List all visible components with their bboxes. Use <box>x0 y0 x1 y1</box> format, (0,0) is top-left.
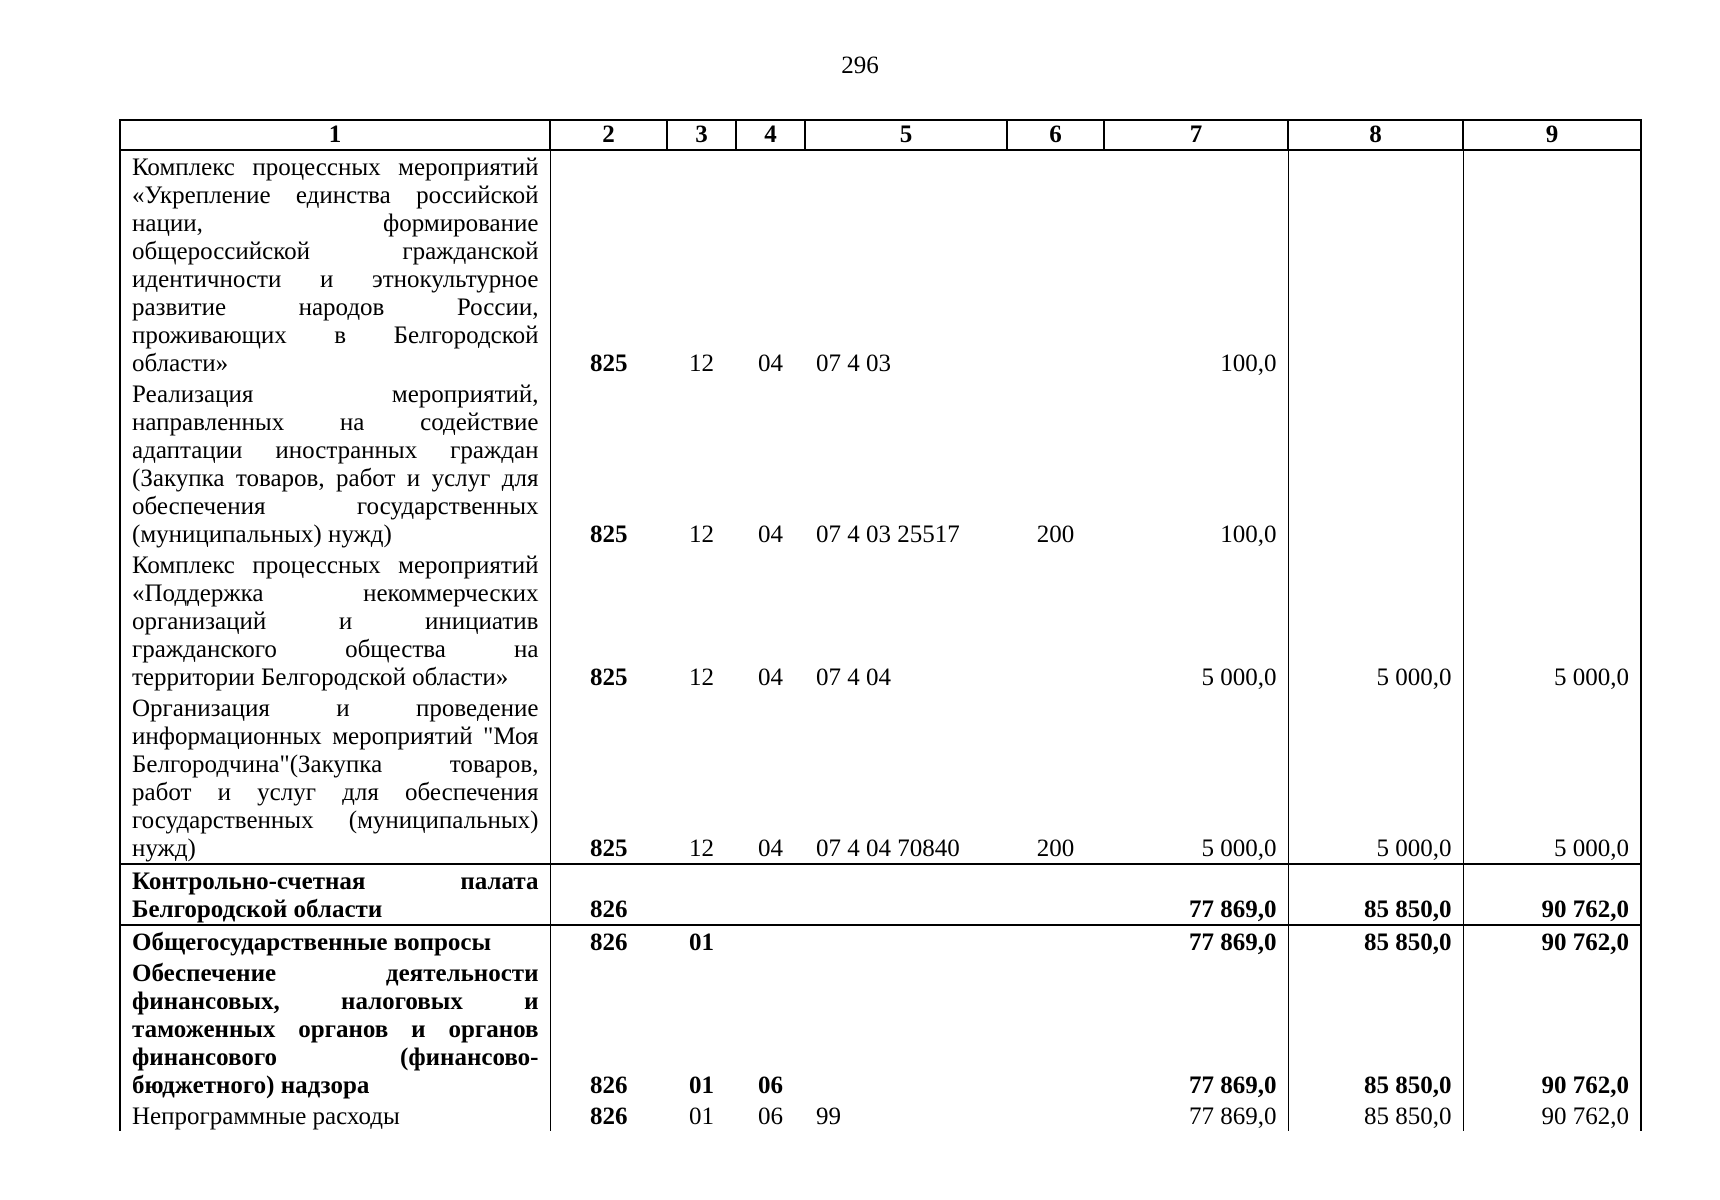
cell-col-9 <box>1463 150 1641 378</box>
cell-col-2: 826 <box>550 864 667 925</box>
cell-col-8: 85 850,0 <box>1288 957 1463 1100</box>
cell-col-7: 100,0 <box>1104 150 1288 378</box>
cell-col-9: 90 762,0 <box>1463 1100 1641 1131</box>
cell-col-6 <box>1007 549 1104 692</box>
cell-col-9: 90 762,0 <box>1463 925 1641 957</box>
cell-col-7: 5 000,0 <box>1104 692 1288 864</box>
cell-col-2: 826 <box>590 1103 628 1130</box>
cell-col-3: 01 <box>667 925 736 957</box>
cell-col-7: 77 869,0 <box>1104 1100 1288 1131</box>
cell-col-6: 200 <box>1036 835 1075 862</box>
cell-col-7: 77 869,0 <box>1104 864 1288 925</box>
cell-col-5: 07 4 04 <box>816 664 891 691</box>
table-row <box>120 957 1641 1100</box>
cell-col-5: 07 4 04 70840 <box>816 835 960 862</box>
cell-col-7: 77 869,0 <box>1104 925 1288 957</box>
row-name: Общегосударственные вопросы <box>120 925 550 957</box>
row-name: Реализация мероприятий, направленных на содействие адаптации иностранных граждан (Закупка товаров, работ и услуг для обеспечения государственных (муниципальных) нужд) <box>120 378 550 549</box>
table-row <box>120 549 1641 692</box>
cell-col-4: 04 <box>758 521 783 548</box>
row-name: Контрольно-счетная палата Белгородской области <box>120 864 550 925</box>
cell-col-9 <box>1463 378 1641 549</box>
cell-col-2: 825 <box>590 664 628 691</box>
header-col-1: 1 <box>120 120 550 150</box>
cell-col-8: 85 850,0 <box>1288 864 1463 925</box>
cell-col-5: 99 <box>816 1103 841 1130</box>
cell-col-6 <box>1007 1100 1104 1131</box>
table-row <box>120 1100 1641 1131</box>
table-row <box>120 378 1641 549</box>
cell-col-4: 06 <box>758 1103 783 1130</box>
table-row <box>120 864 1641 925</box>
row-name: Организация и проведение информационных мероприятий "Моя Белгородчина"(Закупка товаров, работ и услуг для обеспечения государственных (муниципальных) нужд) <box>120 692 550 864</box>
cell-col-3: 12 <box>689 521 714 548</box>
cell-col-6 <box>1007 957 1104 1100</box>
cell-col-9: 5 000,0 <box>1463 549 1641 692</box>
cell-col-8 <box>1288 150 1463 378</box>
budget-table <box>119 119 1642 1131</box>
cell-col-2: 826 <box>550 925 667 957</box>
cell-col-9: 5 000,0 <box>1463 692 1641 864</box>
cell-col-4: 04 <box>758 835 783 862</box>
row-name: Непрограммные расходы <box>120 1100 550 1131</box>
row-name: Обеспечение деятельности финансовых, налоговых и таможенных органов и органов финансового (финансово-бюджетного) надзора <box>120 957 550 1100</box>
cell-col-3: 01 <box>689 1072 714 1099</box>
cell-col-6 <box>1007 150 1104 378</box>
table-header-row <box>120 120 1641 150</box>
header-col-9: 9 <box>1463 120 1641 150</box>
cell-col-8: 5 000,0 <box>1288 692 1463 864</box>
cell-col-8: 5 000,0 <box>1288 549 1463 692</box>
cell-col-3: 01 <box>689 1103 714 1130</box>
header-col-2: 2 <box>550 120 667 150</box>
row-name: Комплекс процессных мероприятий «Поддержка некоммерческих организаций и инициатив гражданского общества на территории Белгородской области» <box>120 549 550 692</box>
cell-col-4 <box>736 864 805 925</box>
cell-col-2: 826 <box>590 1072 628 1099</box>
header-col-4: 4 <box>736 120 805 150</box>
cell-col-3 <box>667 864 736 925</box>
cell-col-5 <box>805 864 1007 925</box>
cell-col-5: 07 4 03 25517 <box>816 521 960 548</box>
cell-col-5 <box>805 925 1007 957</box>
cell-col-8 <box>1288 378 1463 549</box>
table-row <box>120 925 1641 957</box>
cell-col-2: 825 <box>590 835 628 862</box>
page-number: 296 <box>841 52 879 79</box>
table-row <box>120 150 1641 378</box>
cell-col-4: 06 <box>758 1072 783 1099</box>
cell-col-2: 825 <box>590 521 628 548</box>
cell-col-3: 12 <box>689 664 714 691</box>
cell-col-6 <box>1007 925 1104 957</box>
cell-col-9: 90 762,0 <box>1463 864 1641 925</box>
cell-col-4: 04 <box>758 664 783 691</box>
header-col-5: 5 <box>805 120 1007 150</box>
table-row <box>120 692 1641 864</box>
cell-col-6: 200 <box>1036 521 1075 548</box>
cell-col-9: 90 762,0 <box>1463 957 1641 1100</box>
cell-col-7: 77 869,0 <box>1104 957 1288 1100</box>
header-col-8: 8 <box>1288 120 1463 150</box>
cell-col-8: 85 850,0 <box>1288 1100 1463 1131</box>
header-col-7: 7 <box>1104 120 1288 150</box>
cell-col-5: 07 4 03 <box>816 350 891 377</box>
header-col-6: 6 <box>1007 120 1104 150</box>
cell-col-3: 12 <box>689 350 714 377</box>
cell-col-3: 12 <box>689 835 714 862</box>
cell-col-4 <box>736 925 805 957</box>
cell-col-5 <box>805 957 1007 1100</box>
cell-col-6 <box>1007 864 1104 925</box>
cell-col-8: 85 850,0 <box>1288 925 1463 957</box>
row-name: Комплекс процессных мероприятий «Укрепление единства российской нации, формирование общероссийской гражданской идентичности и этнокультурное развитие народов России, проживающих в Белгородской области» <box>120 150 550 378</box>
cell-col-7: 100,0 <box>1104 378 1288 549</box>
header-col-3: 3 <box>667 120 736 150</box>
cell-col-2: 825 <box>590 350 628 377</box>
cell-col-4: 04 <box>758 350 783 377</box>
cell-col-7: 5 000,0 <box>1104 549 1288 692</box>
